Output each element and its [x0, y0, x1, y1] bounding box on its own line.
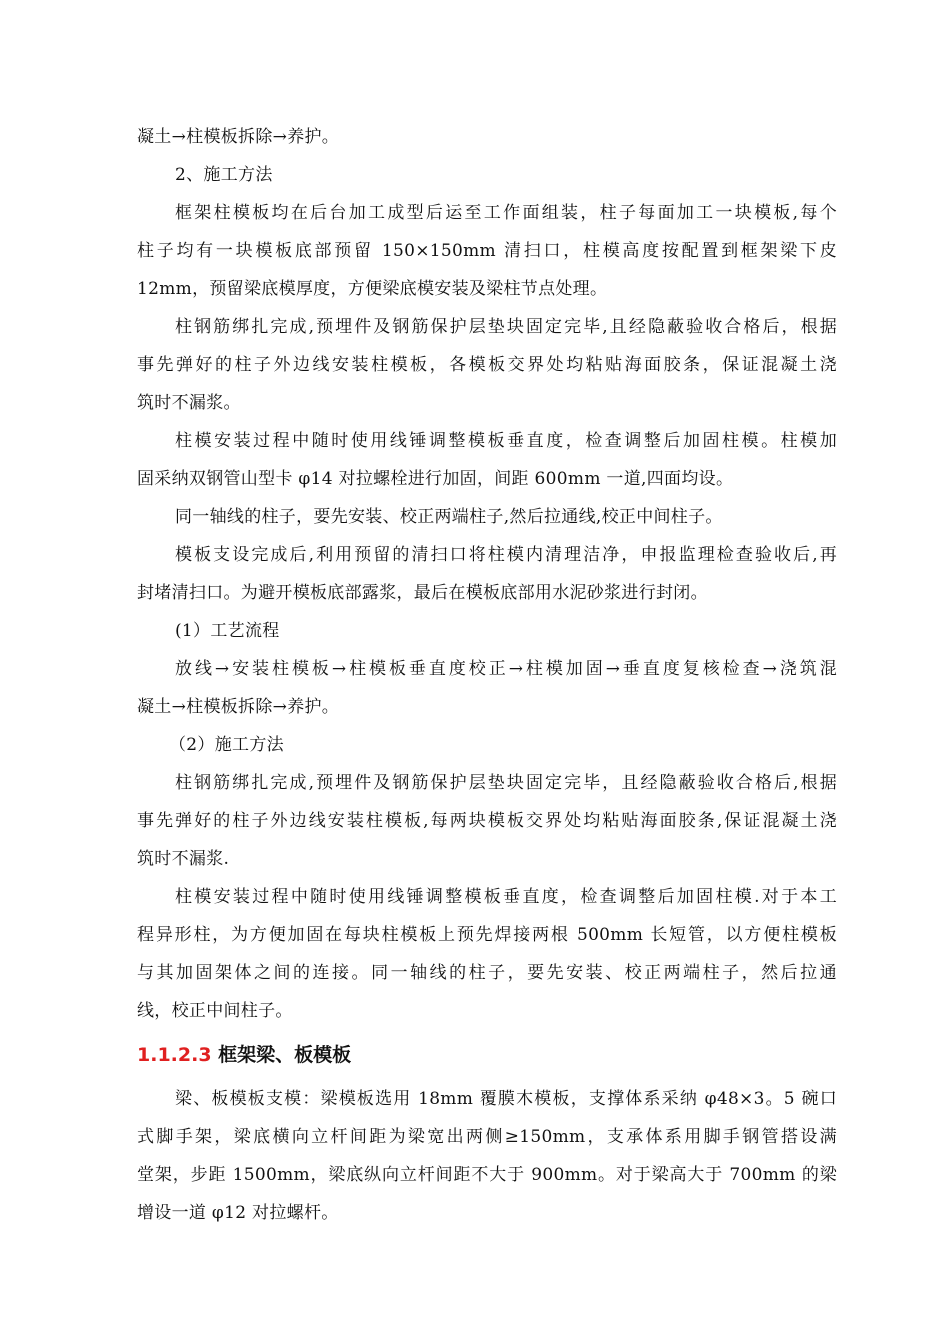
paragraph-line: 凝土→柱模板拆除→养护。 [137, 697, 340, 717]
paragraph-line: 固采纳双钢管山型卡 φ14 对拉螺栓进行加固，间距 600mm 一道,四面均设。 [137, 469, 734, 489]
paragraph-line: 柱钢筋绑扎完成,预埋件及钢筋保护层垫块固定完毕,且经隐蔽验收合格后，根据 [175, 317, 837, 337]
paragraph-line: 12mm，预留梁底模厚度，方便梁底模安装及梁柱节点处理。 [137, 279, 608, 299]
paragraph-line: 事先弹好的柱子外边线安装柱模板，各模板交界处均粘贴海面胶条，保证混凝土浇 [137, 355, 837, 375]
paragraph-line: 同一轴线的柱子，要先安装、校正两端柱子,然后拉通线,校正中间柱子。 [175, 507, 723, 527]
paragraph-line: 筑时不漏浆. [137, 849, 230, 869]
section-heading [137, 1030, 837, 1080]
paragraph-line: 式脚手架，梁底横向立杆间距为梁宽出两侧≥150mm，支承体系用脚手钢管搭设满 [137, 1127, 837, 1147]
paragraph-line: 凝土→柱模板拆除→养护。 [137, 127, 340, 147]
paragraph-line: 程异形柱，为方便加固在每块柱模板上预先焊接两根 500mm 长短管，以方便柱模板 [137, 925, 837, 945]
paragraph-line: 梁、板模板支模：梁模板选用 18mm 覆膜木模板，支撑体系采纳 φ48×3。5 碗口 [175, 1089, 837, 1109]
subsection-label-process-flow: (1）工艺流程 [175, 621, 280, 641]
paragraph-line: 筑时不漏浆。 [137, 393, 241, 413]
paragraph-line: 框架柱模板均在后台加工成型后运至工作面组装，柱子每面加工一块模板,每个 [175, 203, 837, 223]
subsection-label-construction-method: （2）施工方法 [169, 735, 284, 755]
section-heading-number: 1.1.2.3 [137, 1044, 212, 1066]
paragraph-line: 柱模安装过程中随时使用线锤调整模板垂直度，检查调整后加固柱模。柱模加 [175, 431, 837, 451]
paragraph-line: 模板支设完成后,利用预留的清扫口将柱模内清理洁净，申报监理检查验收后,再 [175, 545, 837, 565]
paragraph-line: 柱钢筋绑扎完成,预埋件及钢筋保护层垫块固定完毕，且经隐蔽验收合格后,根据 [175, 773, 837, 793]
document-body [137, 118, 837, 1232]
paragraph-line: 增设一道 φ12 对拉螺杆。 [137, 1203, 339, 1223]
paragraph-line: 线，校正中间柱子。 [137, 1001, 293, 1021]
paragraph-line: 放线→安装柱模板→柱模板垂直度校正→柱模加固→垂直度复核检查→浇筑混 [175, 659, 837, 679]
paragraph-line: 与其加固架体之间的连接。同一轴线的柱子，要先安装、校正两端柱子，然后拉通 [137, 963, 837, 983]
section-heading-title: 框架梁、板模板 [218, 1044, 352, 1066]
paragraph-line: 事先弹好的柱子外边线安装柱模板,每两块模板交界处均粘贴海面胶条,保证混凝土浇 [137, 811, 837, 831]
paragraph-line: 柱子均有一块模板底部预留 150×150mm 清扫口，柱模高度按配置到框架梁下皮 [137, 241, 837, 261]
paragraph-line: 柱模安装过程中随时使用线锤调整模板垂直度，检查调整后加固柱模.对于本工 [175, 887, 837, 907]
paragraph-line: 堂架，步距 1500mm，梁底纵向立杆间距不大于 900mm。对于梁高大于 700mm 的梁 [137, 1165, 837, 1185]
paragraph-line: 封堵清扫口。为避开模板底部露浆，最后在模板底部用水泥砂浆进行封闭。 [137, 583, 708, 603]
section-label-construction-method: 2、施工方法 [175, 165, 273, 185]
